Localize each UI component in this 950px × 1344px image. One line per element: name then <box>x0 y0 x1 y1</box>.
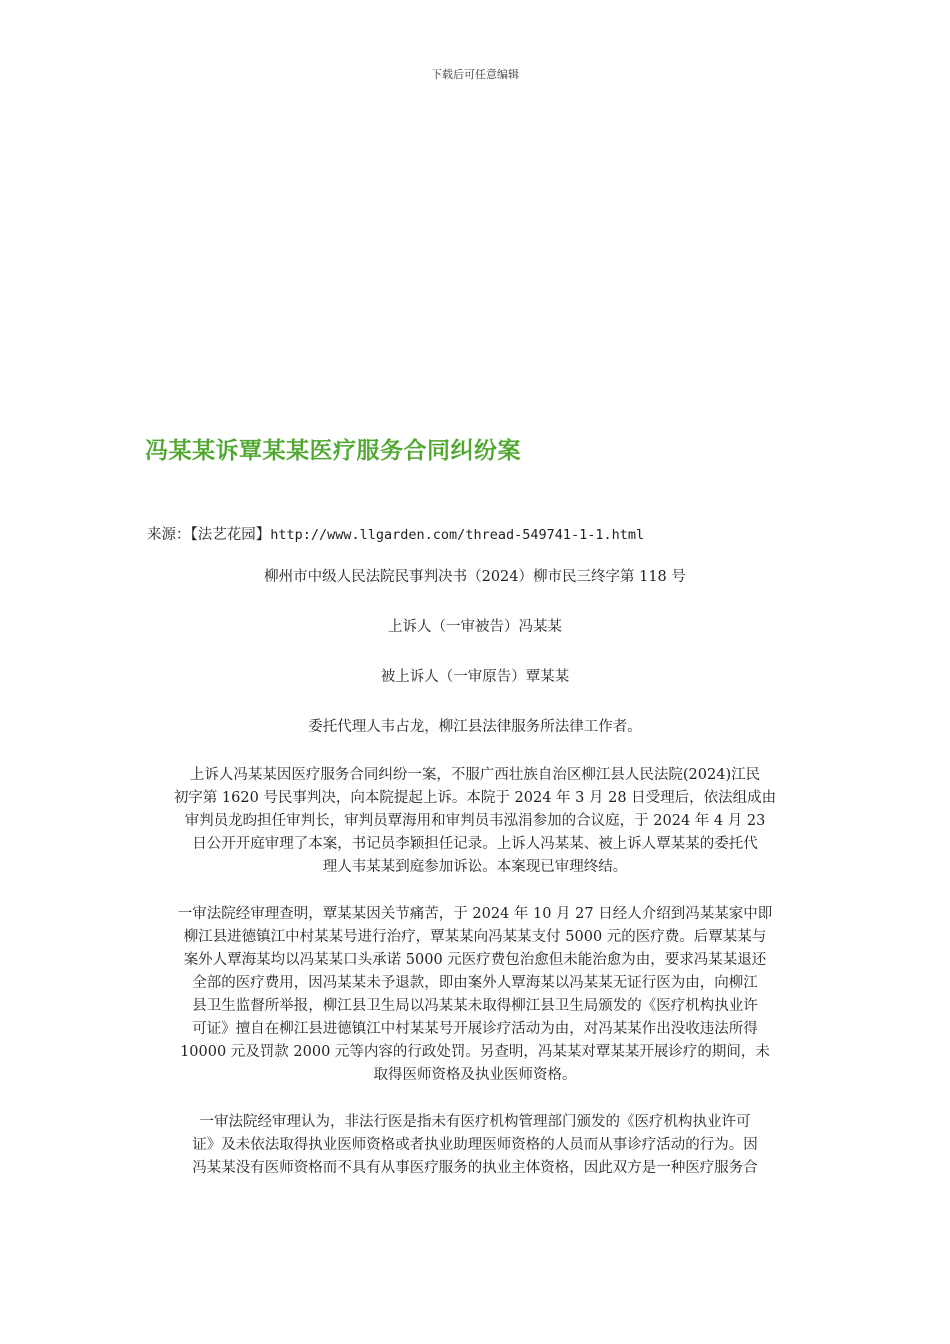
text-line: 柳江县进德镇江中村某某号进行治疗，覃某某向冯某某支付 5000 元的医疗费。后覃某某与 <box>183 929 767 945</box>
agent-line: 委托代理人韦占龙，柳江县法律服务所法律工作者。 <box>308 719 642 735</box>
text-line: 10000 元及罚款 2000 元等内容的行政处罚。另查明，冯某某对覃某某开展诊疗的期间，未 <box>180 1044 770 1060</box>
text-line: 县卫生监督所举报，柳江县卫生局以冯某某未取得柳江县卫生局颁发的《医疗机构执业许 <box>192 998 758 1014</box>
document-title: 冯某某诉覃某某医疗服务合同纠纷案 <box>145 438 521 464</box>
text-line: 取得医师资格及执业医师资格。 <box>373 1067 577 1083</box>
text-line: 上诉人冯某某因医疗服务合同纠纷一案，不服广西壮族自治区柳江县人民法院(2024)江民 <box>189 767 761 783</box>
text-line: 案外人覃海某均以冯某某口头承诺 5000 元医疗费包治愈但未能治愈为由，要求冯某某退还 <box>183 952 767 968</box>
document-body <box>147 524 803 1204</box>
text-line: 一审法院经审理认为，非法行医是指未有医疗机构管理部门颁发的《医疗机构执业许可 <box>199 1114 751 1130</box>
source-line <box>147 524 803 547</box>
source-link[interactable]: http://www.llgarden.com/thread-549741-1-1.html <box>270 527 645 543</box>
paragraph-reasoning <box>147 1111 803 1180</box>
source-label: 来源：【法艺花园】 <box>147 527 271 543</box>
text-line: 冯某某没有医师资格而不具有从事医疗服务的执业主体资格，因此双方是一种医疗服务合 <box>192 1160 758 1176</box>
case-number: 柳州市中级人民法院民事判决书（2024）柳市民三终字第 118 号 <box>264 569 686 585</box>
text-line: 可证》擅自在柳江县进德镇江中村某某号开展诊疗活动为由，对冯某某作出没收违法所得 <box>192 1021 758 1037</box>
text-line: 理人韦某某到庭参加诉讼。本案现已审理终结。 <box>322 859 628 875</box>
appellant-line: 上诉人（一审被告）冯某某 <box>388 619 562 635</box>
header-note: 下载后可任意编辑 <box>431 68 519 81</box>
paragraph-procedure <box>147 764 803 879</box>
text-line: 一审法院经审理查明，覃某某因关节痛苦，于 2024 年 10 月 27 日经人介绍到冯某某家中即 <box>177 906 773 922</box>
paragraph-findings <box>147 903 803 1087</box>
text-line: 证》及未依法取得执业医师资格或者执业助理医师资格的人员而从事诊疗活动的行为。因 <box>192 1137 758 1153</box>
text-line: 全部的医疗费用，因冯某某未予退款，即由案外人覃海某以冯某某无证行医为由，向柳江 <box>192 975 758 991</box>
text-line: 初字第 1620 号民事判决，向本院提起上诉。本院于 2024 年 3 月 28 日受理后，依法组成由 <box>173 790 777 806</box>
appellee-line: 被上诉人（一审原告）覃某某 <box>380 669 570 685</box>
text-line: 日公开开庭审理了本案，书记员李颖担任记录。上诉人冯某某、被上诉人覃某某的委托代 <box>192 836 758 852</box>
text-line: 审判员龙昀担任审判长，审判员覃海用和审判员韦泓涓参加的合议庭，于 2024 年 4 月 23 <box>184 813 766 829</box>
